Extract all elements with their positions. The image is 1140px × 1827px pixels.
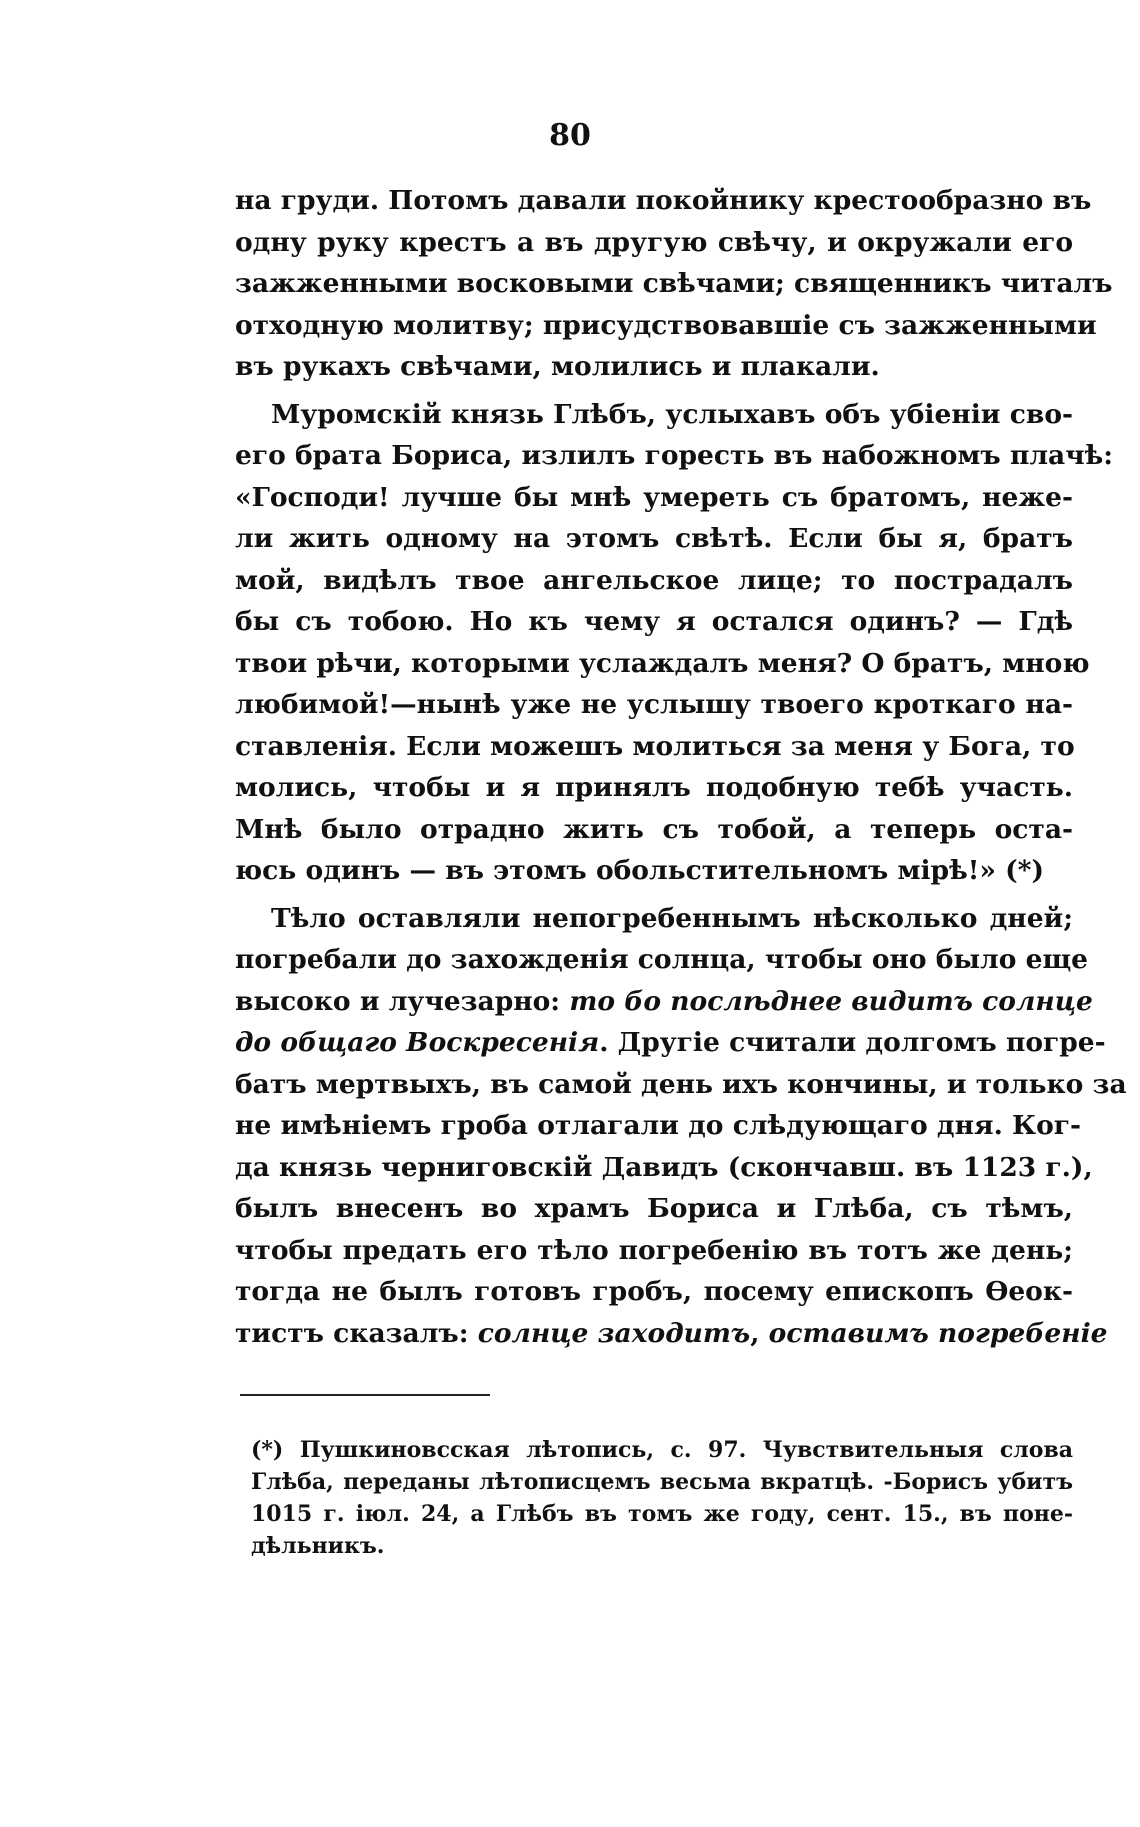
text-line: на груди. Потомъ давали покойнику крестообразно въ — [235, 185, 1092, 216]
page-number: 80 — [549, 118, 591, 153]
text-line: чтобы предать его тѣло погребенію въ тотъ же день; — [235, 1234, 1073, 1266]
text-line: Мнѣ было отрадно жить съ тобой, а теперь оста- — [235, 813, 1073, 845]
text-line: его брата Бориса, излилъ горесть въ набожномъ плачѣ: — [235, 440, 1114, 471]
footnote-line: 1015 г. іюл. 24, а Глѣбъ въ томъ же году, сент. 15., въ поне- — [251, 1501, 1073, 1527]
text-run: . Другіе считали долгомъ погре- — [599, 1027, 1106, 1058]
text-run: тистъ сказалъ: — [235, 1317, 478, 1349]
main-text — [235, 180, 1127, 1354]
text-line: Муромскій князь Глѣбъ, услыхавъ объ убіеніи сво- — [271, 398, 1073, 430]
text-line: батъ мертвыхъ, въ самой день ихъ кончины, и только за — [235, 1068, 1127, 1100]
text-line: бы съ тобою. Но къ чему я остался одинъ? — Гдѣ — [235, 606, 1073, 637]
text-line: твои рѣчи, которыми услаждалъ меня? О братъ, мною — [235, 647, 1090, 679]
text-line: тогда не былъ готовъ гробъ, посему епископъ Ѳеок- — [235, 1276, 1073, 1307]
text-line: въ рукахъ свѣчами, молились и плакали. — [235, 351, 880, 382]
text-line: зажженными восковыми свѣчами; священникъ читалъ — [235, 268, 1113, 299]
text-line: любимой!—нынѣ уже не услышу твоего кроткаго на- — [235, 689, 1073, 720]
quotation-italic: то бо послѣднее видитъ солнце — [569, 985, 1093, 1017]
text-line — [235, 1313, 1108, 1355]
text-line: не имѣніемъ гроба отлагали до слѣдующаго дня. Ког- — [235, 1110, 1082, 1141]
paragraph-1 — [235, 180, 1113, 388]
footnote-line: дѣльникъ. — [251, 1533, 385, 1559]
text-line: Тѣло оставляли непогребеннымъ нѣсколько дней; — [271, 902, 1073, 934]
text-line: юсь одинъ — въ этомъ обольстительномъ мірѣ!» (*) — [235, 855, 1045, 886]
text-line: ставленія. Если можешъ молиться за меня у Бога, то — [235, 730, 1075, 762]
text-line: былъ внесенъ во храмъ Бориса и Глѣба, съ тѣмъ, — [235, 1193, 1073, 1224]
quotation-italic: оставимъ погребеніе — [768, 1317, 1108, 1349]
text-line — [235, 1022, 1106, 1064]
footnote-divider — [240, 1394, 490, 1396]
text-line: одну руку крестъ а въ другую свѣчу, и окружали его — [235, 226, 1073, 258]
text-line: да князь черниговскій Давидъ (скончавш. въ 1123 г.), — [235, 1151, 1093, 1183]
paragraph-3 — [235, 898, 1127, 1355]
text-line: ли жить одному на этомъ свѣтѣ. Если бы я, братъ — [235, 523, 1073, 554]
footnote-line: Глѣба, переданы лѣтописцемъ весьма вкратцѣ. -Борисъ убитъ — [251, 1469, 1073, 1495]
paragraph-2 — [235, 394, 1114, 892]
footnote — [251, 1434, 1073, 1562]
quotation-italic: до общаго Воскресенія — [235, 1027, 600, 1058]
text-line: погребали до захожденія солнца, чтобы оно было еще — [235, 944, 1089, 975]
text-line — [235, 981, 1093, 1023]
quotation-italic: солнце заходитъ — [477, 1317, 751, 1349]
text-run: высоко и лучезарно: — [235, 985, 570, 1017]
text-line: молись, чтобы и я принялъ подобную тебѣ участь. — [235, 772, 1073, 803]
text-line: отходную молитву; присудствовавшіе съ зажженными — [235, 309, 1097, 341]
footnote-line: (*) Пушкиновсская лѣтопись, с. 97. Чувствительныя слова — [251, 1437, 1073, 1463]
text-run: , — [750, 1317, 769, 1349]
text-line: мой, видѣлъ твое ангельское лице; то пострадалъ — [235, 564, 1073, 596]
text-line: «Господи! лучше бы мнѣ умереть съ братомъ, неже- — [235, 481, 1073, 513]
